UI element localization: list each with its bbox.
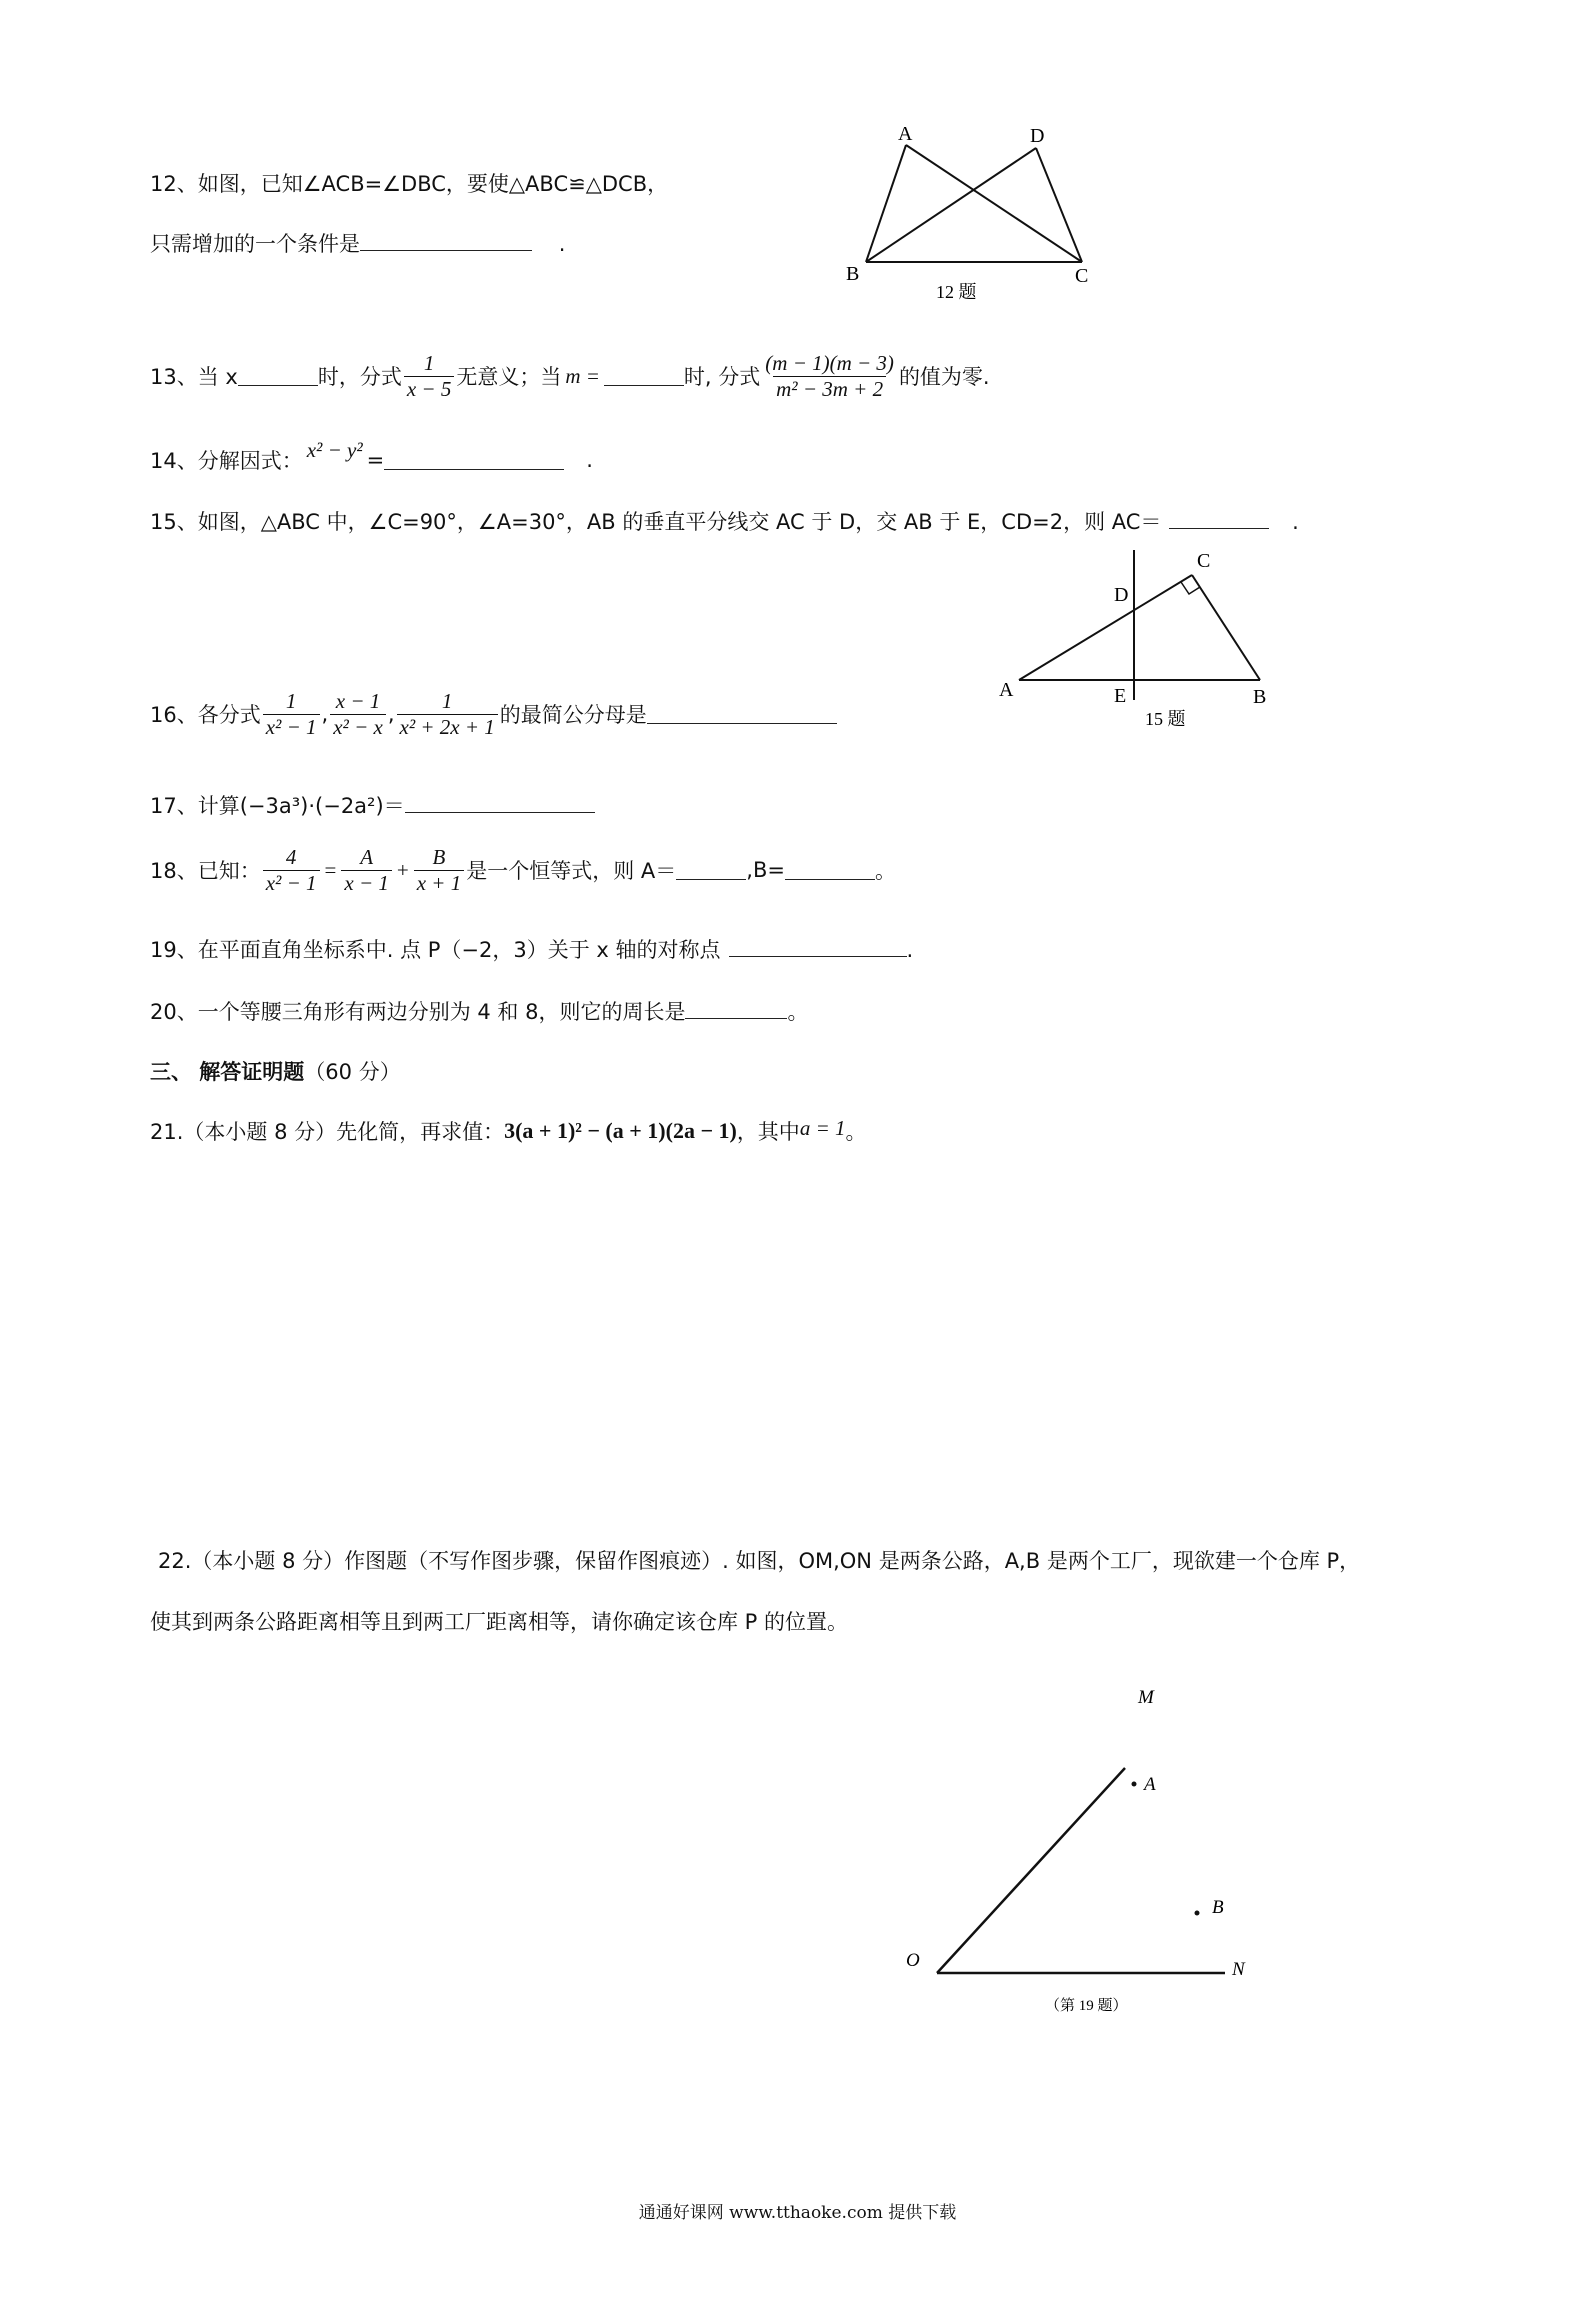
q17-answer-blank	[405, 794, 595, 813]
q12-edge-dc	[1036, 148, 1082, 262]
q16-fraction-1	[263, 689, 320, 738]
q22-line1: 22.（本小题 8 分）作图题（不写作图步骤，保留作图痕迹）. 如图，OM,ON 是两条公路，A,B 是两个工厂，现欲建一个仓库 P，	[158, 1549, 1361, 1573]
q16-f2-den: x² − x	[330, 714, 386, 739]
q22-point-b	[1195, 1911, 1200, 1916]
q20-answer-blank	[685, 1000, 787, 1019]
q22-road-om	[937, 1768, 1125, 1973]
q13-p2: 时，分式	[317, 365, 402, 389]
q15-text: 15、如图，△ABC 中，∠C=90°，∠A=30°，AB 的垂直平分线交 AC 于 D，交 AB 于 E，CD=2，则 AC＝	[150, 510, 1162, 534]
q18-blank-b	[785, 861, 875, 880]
q21-p2: ，其中	[736, 1120, 800, 1144]
q15-label-d: D	[1114, 584, 1129, 606]
q18-eq: =	[324, 857, 337, 882]
q15-label-e: E	[1114, 685, 1127, 707]
q13-m-eq: m =	[565, 363, 600, 388]
q15-label-c: C	[1197, 550, 1211, 572]
q21-p1: 21.（本小题 8 分）先化简，再求值：	[150, 1120, 505, 1144]
q13-line	[150, 346, 990, 406]
q16-answer-blank	[647, 705, 837, 724]
q14-expr: x² − y²	[306, 437, 363, 462]
q15-line	[150, 506, 1299, 536]
q18-tail: 。	[874, 859, 896, 883]
q12-edge-ab	[866, 145, 906, 262]
q12-figure	[840, 120, 1120, 310]
q18-p1: 18、已知：	[150, 859, 261, 883]
q18-plus: +	[396, 857, 409, 882]
q22-figure	[880, 1675, 1260, 2020]
q13-p5: 的值为零.	[898, 365, 990, 389]
q13-p4: 时, 分式	[683, 365, 761, 389]
q12-label-d: D	[1030, 125, 1045, 147]
q18-f1-den: x² − 1	[263, 870, 320, 895]
q15-label-b: B	[1253, 686, 1267, 708]
q12-label-a: A	[898, 123, 913, 145]
q15-edge-ac	[1019, 575, 1192, 680]
q21-cond: a = 1	[799, 1115, 846, 1140]
q22-label-n: N	[1232, 1959, 1245, 1980]
q22-label-b: B	[1212, 1897, 1224, 1918]
q22-label-a: A	[1144, 1774, 1156, 1795]
q16-p1: 16、各分式	[150, 703, 261, 727]
q12-answer-blank	[360, 232, 532, 251]
q13-f1-num: 1	[423, 351, 435, 376]
q12-edge-ac	[906, 145, 1082, 262]
q22-line2: 使其到两条公路距离相等且到两工厂距离相等，请你确定该仓库 P 的位置。	[150, 1610, 849, 1634]
q16-p2: 的最简公分母是	[499, 703, 647, 727]
q16-fraction-2	[330, 689, 386, 738]
q16-f3-den: x² + 2x + 1	[397, 714, 498, 739]
section-3-title: 三、 解答证明题	[150, 1060, 305, 1084]
q15-figure	[995, 545, 1285, 735]
q22-caption: （第 19 题）	[1045, 1998, 1128, 2014]
q18-f1-num: 4	[285, 845, 297, 870]
q19-text: 19、在平面直角坐标系中. 点 P（−2，3）关于 x 轴的对称点	[150, 938, 721, 962]
q20-tail: 。	[787, 1000, 809, 1024]
q12-line1: 12、如图，已知∠ACB=∠DBC，要使△ABC≌△DCB，	[150, 172, 669, 196]
section-3-heading	[150, 1056, 401, 1086]
q22-point-a	[1132, 1782, 1137, 1787]
q16-sep-1: ,	[321, 702, 329, 726]
q12-prompt: 只需增加的一个条件是	[150, 232, 360, 256]
q18-f2-num: A	[360, 845, 374, 870]
q16-f1-den: x² − 1	[263, 714, 320, 739]
q13-fraction-1	[404, 351, 455, 400]
q21-line	[150, 1116, 866, 1146]
q15-caption: 15 题	[1145, 709, 1186, 729]
q19-answer-blank	[729, 938, 907, 957]
q18-line	[150, 838, 896, 902]
q12-label-c: C	[1075, 265, 1089, 287]
q14-line	[150, 437, 593, 480]
q16-fraction-3	[397, 689, 498, 738]
q16-f1-num: 1	[285, 689, 297, 714]
q20-text: 20、一个等腰三角形有两边分别为 4 和 8，则它的周长是	[150, 1000, 686, 1024]
q14-p1: 14、分解因式：	[150, 449, 303, 473]
q16-sep-2: ,	[387, 702, 395, 726]
q15-tail: .	[1292, 510, 1299, 534]
q13-f2-num: (m − 1)(m − 3)	[765, 351, 894, 376]
q12-label-b: B	[846, 263, 860, 285]
q17-line	[150, 790, 595, 820]
q12-line2	[150, 228, 565, 258]
q18-fraction-1	[263, 845, 320, 894]
q12-edge-db	[866, 148, 1036, 262]
q18-blank-a	[676, 861, 746, 880]
q16-f3-num: 1	[441, 689, 453, 714]
q18-fraction-2	[341, 845, 392, 894]
q14-eq: =	[366, 448, 385, 472]
q21-tail: 。	[845, 1120, 867, 1144]
q18-fraction-3	[414, 845, 465, 894]
q13-blank-m	[604, 367, 684, 386]
q13-p1: 13、当 x	[150, 365, 238, 389]
section-3-score: （60 分）	[304, 1060, 401, 1084]
q13-fraction-2	[762, 351, 897, 400]
q18-p2: 是一个恒等式，则 A＝	[466, 859, 677, 883]
q13-blank-x	[238, 367, 318, 386]
q17-text: 17、计算(−3a³)·(−2a²)＝	[150, 794, 405, 818]
q15-label-a: A	[999, 679, 1014, 701]
q14-answer-blank	[384, 451, 564, 470]
q13-f2-den: m² − 3m + 2	[773, 376, 886, 401]
q19-tail: .	[906, 938, 914, 962]
q12-tail: .	[558, 232, 566, 256]
q16-f2-num: x − 1	[335, 689, 381, 714]
page-footer: 通通好课网 www.tthaoke.com 提供下载	[638, 2203, 957, 2223]
q15-edge-cb	[1192, 575, 1260, 680]
q19-line	[150, 934, 913, 964]
q20-line	[150, 996, 808, 1026]
q14-tail: .	[586, 448, 593, 472]
q15-answer-blank	[1169, 510, 1269, 529]
q22-label-o: O	[906, 1950, 920, 1971]
q21-expr: 3(a + 1)² − (a + 1)(2a − 1)	[504, 1118, 737, 1143]
q13-f1-den: x − 5	[404, 376, 455, 401]
q13-p3: 无意义；当	[456, 365, 562, 389]
q12-caption: 12 题	[936, 282, 977, 302]
q22-label-m: M	[1138, 1687, 1154, 1708]
q18-f3-den: x + 1	[414, 870, 465, 895]
q18-f3-num: B	[432, 845, 446, 870]
q18-f2-den: x − 1	[341, 870, 392, 895]
q16-line	[150, 684, 837, 744]
q18-p3: ,B=	[746, 858, 785, 882]
